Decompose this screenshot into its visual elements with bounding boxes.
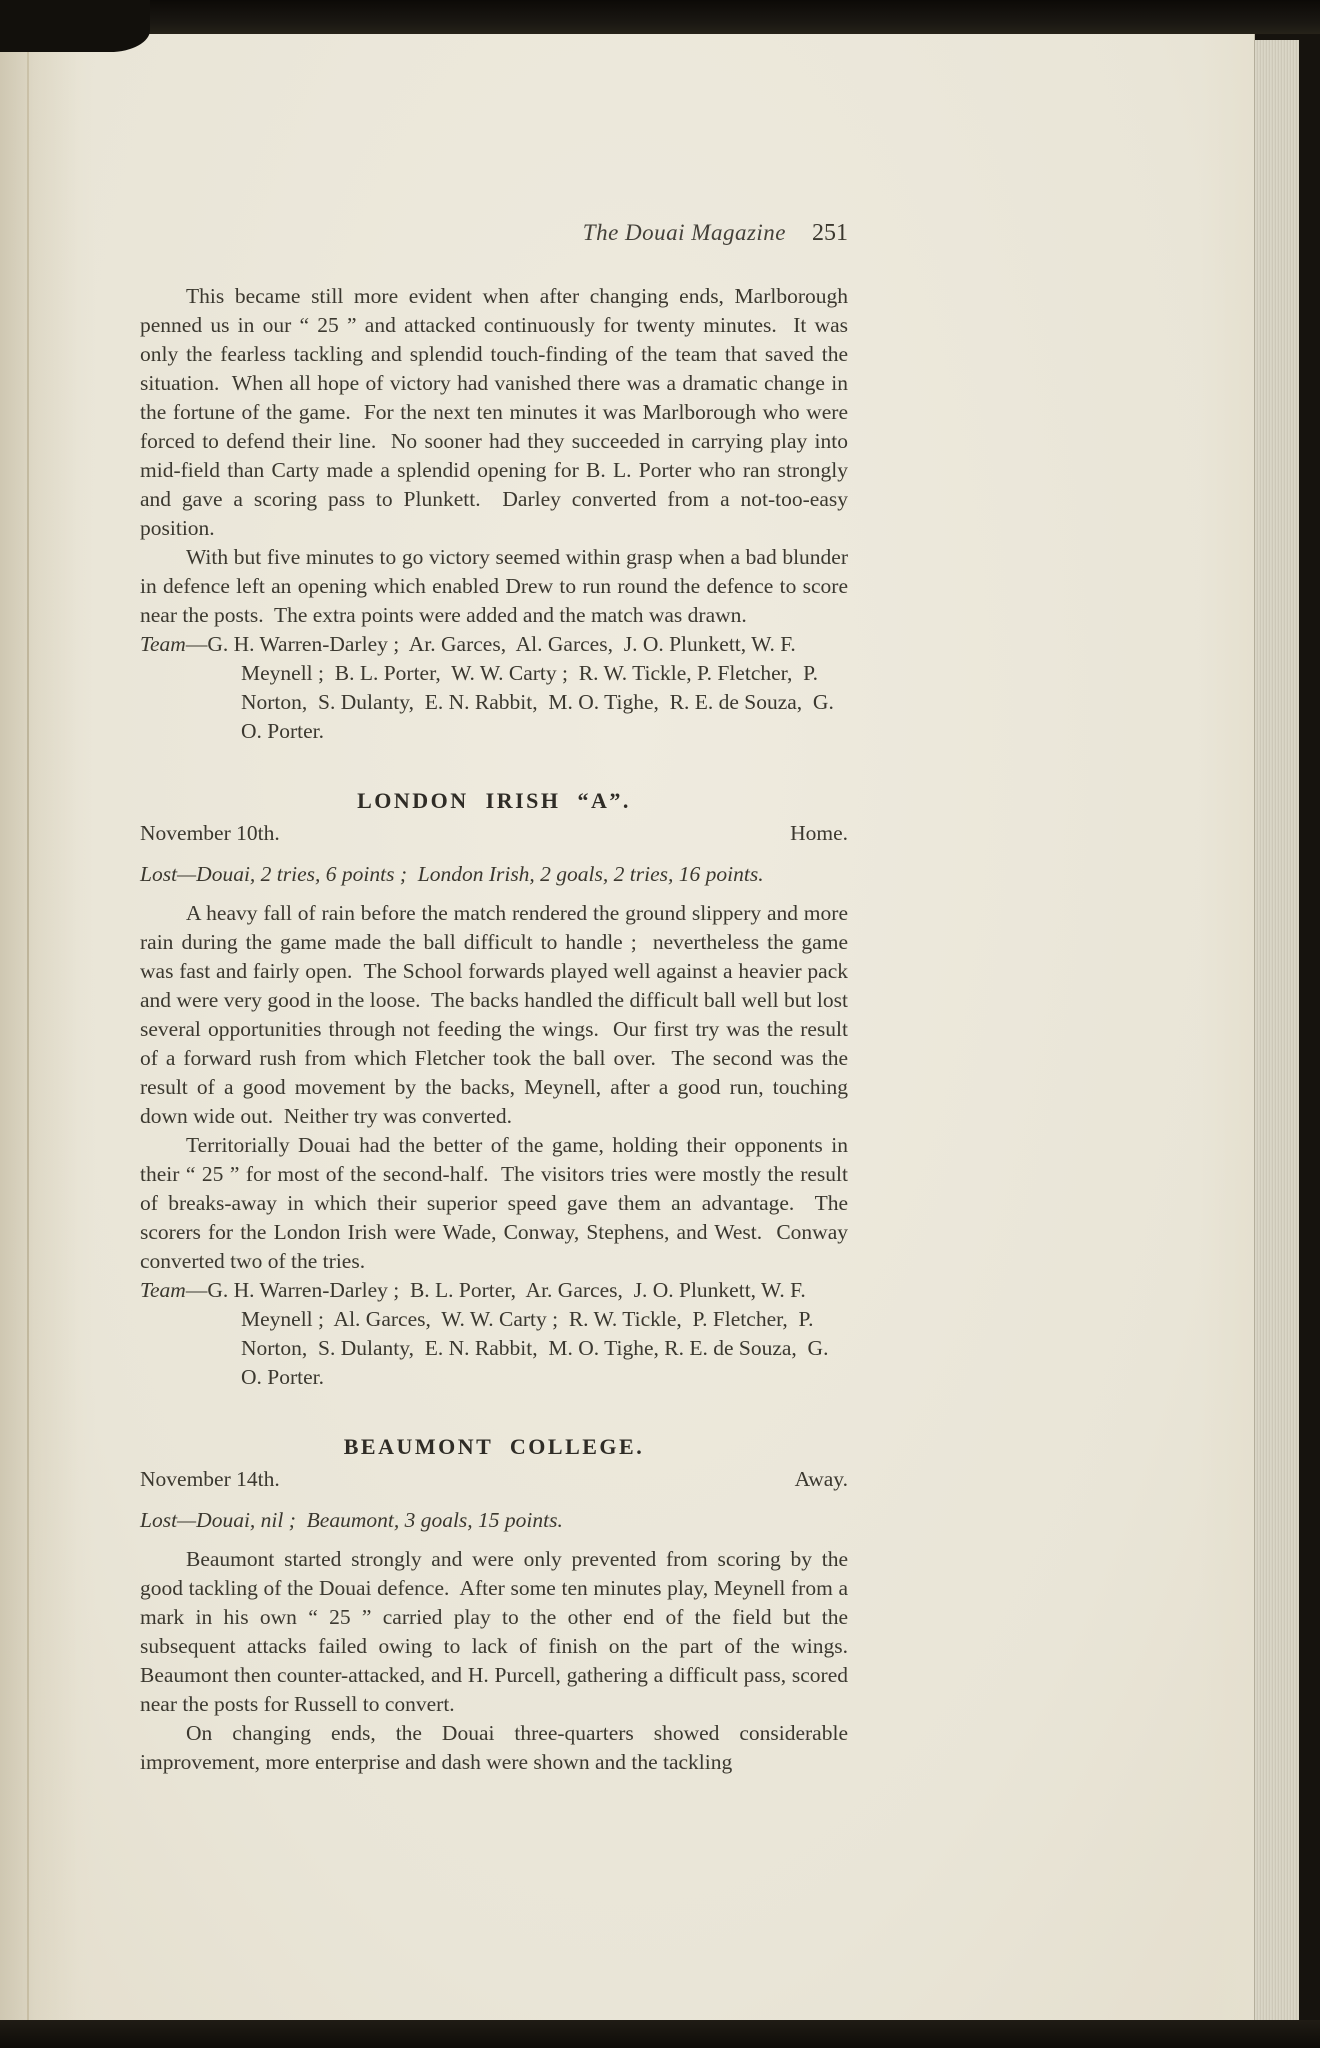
running-header bbox=[140, 218, 848, 248]
team-label: Team bbox=[140, 632, 186, 656]
paragraph-marlborough-report-2: With but five minutes to go victory seemed within grasp when a bad blunder in defence left an opening which enabled Drew to run round the defence to score near the posts. The extra points were added and the match was drawn. bbox=[140, 545, 854, 627]
paragraph-marlborough-report-1: This became still more evident when after changing ends, Marlborough penned us in our “ 25 ” and attacked continuously for twenty minutes. It was only the fearless tackling and splendid touch-finding of the team that saved the situation. When all hope of victory had vanished there was a dramatic change in the fortune of the game. For the next ten minutes it was Marlborough who were forced to defend their line. No sooner had they succeeded in carrying play into mid-field than Carty made a splendid opening for B. L. Porter who ran strongly and gave a scoring pass to Plunkett. Darley converted from a not-too-easy position. bbox=[140, 284, 854, 540]
paragraph-london-irish-2: Territorially Douai had the better of the game, holding their opponents in their “ 25 ” for most of the second-half. The visitors tries were mostly the result of breaks-away in which their superior speed gave them an advantage. The scorers for the London Irish were Wade, Conway, Stephens, and West. Conway converted two of the tries. bbox=[140, 1133, 854, 1273]
team-names: —G. H. Warren-Darley ; B. L. Porter, Ar. Garces, J. O. Plunkett, W. F. Meynell ; Al. Garces, W. W. Carty ; R. W. Tickle, P. Fletcher, P. Norton, S. Dulanty, E. N. Rabbit, M. O. Tighe, R. E. de Souza, G. O. Porter. bbox=[185, 1278, 834, 1389]
match-date: November 14th. bbox=[140, 1467, 280, 1491]
team-list-marlborough bbox=[140, 630, 848, 746]
section-heading-beaumont: BEAUMONT COLLEGE. bbox=[343, 1434, 645, 1459]
magazine-title: The Douai Magazine bbox=[582, 220, 786, 245]
page-number: 251 bbox=[812, 220, 848, 246]
match-result-line: Lost—Douai, 2 tries, 6 points ; London Irish, 2 goals, 2 tries, 16 points. bbox=[140, 862, 764, 886]
match-result-line: Lost—Douai, nil ; Beaumont, 3 goals, 15 points. bbox=[140, 1508, 563, 1532]
magazine-page bbox=[0, 32, 1255, 2022]
paragraph-beaumont-2: On changing ends, the Douai three-quarters showed considerable improvement, more enterprise and dash were shown and the tackling bbox=[140, 1721, 854, 1774]
team-names: —G. H. Warren-Darley ; Ar. Garces, Al. Garces, J. O. Plunkett, W. F. Meynell ; B. L. Porter, W. W. Carty ; R. W. Tickle, P. Fletcher, P. Norton, S. Dulanty, E. N. Rabbit, M. O. Tighe, R. E. de Souza, G. O. Porter. bbox=[185, 632, 840, 743]
gutter-fold-line bbox=[27, 32, 29, 2022]
match-venue: Home. bbox=[790, 821, 848, 845]
match-date: November 10th. bbox=[140, 821, 280, 845]
match-meta-row bbox=[140, 819, 848, 848]
page-content bbox=[140, 218, 859, 1777]
book-cover-bottom bbox=[0, 2020, 1320, 2048]
blue-ink-speckles bbox=[1255, 40, 1260, 45]
book-cover-top bbox=[0, 0, 1320, 34]
paragraph-beaumont-1: Beaumont started strongly and were only prevented from scoring by the good tackling of the Douai defence. After some ten minutes play, Meynell from a mark in his own “ 25 ” carried play to the other end of the field but the subsequent attacks failed owing to lack of finish on the part of the wings. Beaumont then counter-attacked, and H. Purcell, gathering a difficult pass, scored near the posts for Russell to convert. bbox=[140, 1547, 859, 1716]
team-list-london-irish bbox=[140, 1276, 848, 1392]
book-cover-corner bbox=[0, 0, 150, 52]
section-heading-london-irish: LONDON IRISH “A”. bbox=[357, 788, 631, 813]
paragraph-london-irish-1: A heavy fall of rain before the match rendered the ground slippery and more rain during the game made the ball difficult to handle ; nevertheless the game was fast and fairly open. The School forwards played well against a heavier pack and were very good in the loose. The backs handled the difficult ball well but lost several opportunities through not feeding the wings. Our first try was the result of a forward rush from which Fletcher took the ball over. The second was the result of a good movement by the backs, Meynell, after a good run, touching down wide out. Neither try was converted. bbox=[140, 901, 854, 1128]
gutter-shadow bbox=[0, 32, 78, 2022]
match-venue: Away. bbox=[794, 1467, 848, 1491]
team-label: Team bbox=[140, 1278, 186, 1302]
book-fore-edge-pages bbox=[1254, 40, 1299, 2022]
match-meta-row bbox=[140, 1465, 848, 1494]
